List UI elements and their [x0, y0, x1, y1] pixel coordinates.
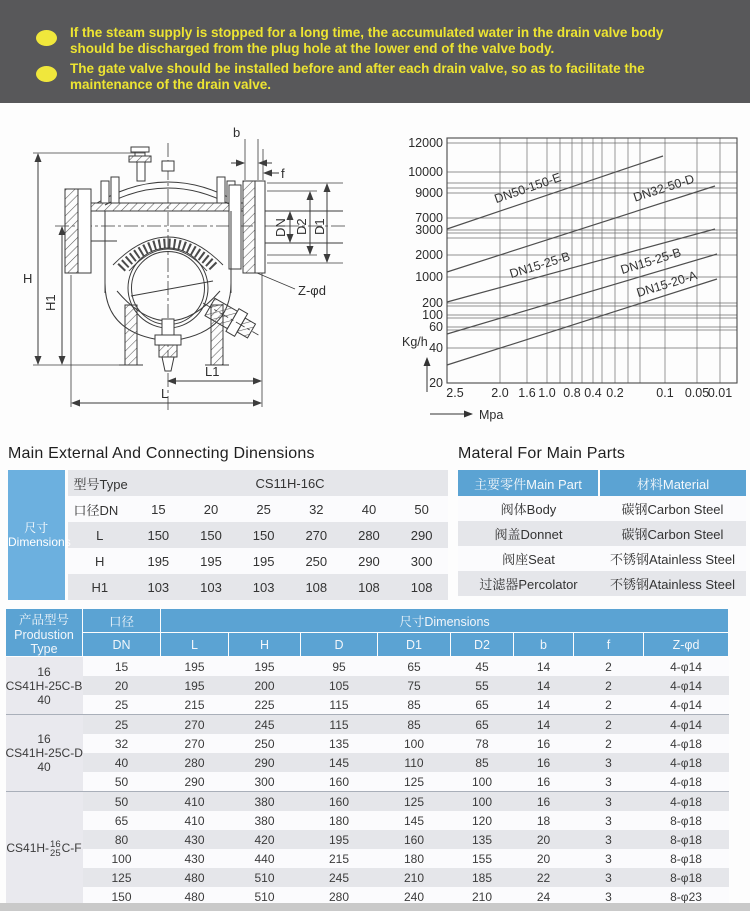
- dim-cell: 103: [147, 579, 170, 595]
- bullet-icon: [36, 66, 57, 82]
- prod-cell: 3: [605, 851, 612, 866]
- dim-cell: 108: [358, 579, 380, 595]
- prod-cell: 2: [605, 678, 612, 693]
- prod-cell: 65: [407, 659, 421, 674]
- dim-cell: 300: [410, 553, 433, 569]
- prod-cell: 3: [605, 889, 612, 904]
- prod-cell: 85: [378, 715, 451, 735]
- x-tick-label: 1.6: [518, 386, 536, 400]
- prod-header-row-1: [6, 609, 729, 633]
- flow-capacity-chart: [400, 130, 750, 430]
- prod-dims-header: 尺寸Dimensions: [161, 609, 729, 633]
- dim-type-value: CS11H-16C: [255, 475, 325, 491]
- prod-cell: 145: [328, 755, 350, 770]
- series-label: DN50-150-E: [492, 170, 563, 207]
- prod-cell: 100: [451, 792, 514, 812]
- dim-row-label: H1: [91, 579, 109, 595]
- prod-cell: 100: [471, 774, 493, 789]
- x-tick-label: 1.0: [538, 386, 556, 400]
- prod-cell: 3: [605, 832, 612, 847]
- prod-cell: 225: [254, 697, 275, 712]
- prod-data-row: [6, 715, 729, 735]
- prod-cell: 150: [111, 889, 132, 904]
- material-cell: 碳钢Carbon Steel: [621, 502, 724, 517]
- material-table: [458, 470, 746, 596]
- prod-data-row: [6, 734, 729, 753]
- dim-cell: 195: [147, 553, 170, 569]
- material-row: [458, 571, 746, 596]
- prod-cell: 3: [605, 870, 612, 885]
- prod-cell: 135: [328, 736, 350, 751]
- dim-label-h1: H1: [43, 294, 58, 311]
- y-axis-title: Kg/h: [402, 335, 428, 349]
- prod-cell: 50: [83, 792, 161, 812]
- prod-data-row: [6, 695, 729, 715]
- valve-drawing: [5, 123, 400, 445]
- dim-cell: 280: [358, 527, 380, 543]
- prod-cell: 250: [254, 736, 275, 751]
- prod-cell: 125: [111, 870, 132, 885]
- dimensions-table: [8, 470, 448, 600]
- dim-cell: 108: [410, 579, 433, 595]
- series-label: DN15-25-B: [618, 245, 683, 278]
- prod-cell: 115: [301, 715, 378, 735]
- prod-cell: 280: [328, 889, 350, 904]
- series-label: DN32-50-D: [631, 171, 696, 205]
- prod-group-label: CS41H- 16 25 C-F: [6, 792, 83, 907]
- material-row: [458, 546, 746, 571]
- dim-cell: 150: [252, 527, 275, 543]
- prod-cell: 420: [254, 832, 275, 847]
- prod-cell: 14: [536, 659, 551, 674]
- prod-cell: 380: [254, 813, 275, 828]
- dim-cell: 290: [410, 527, 433, 543]
- prod-data-row: [6, 849, 729, 868]
- x-axis-title: Mpa: [479, 408, 504, 422]
- material-cell: 过滤器Percolator: [479, 577, 578, 592]
- prod-cell: 290: [184, 774, 205, 789]
- material-header-cell: 主要零件Main Part: [458, 470, 599, 496]
- y-tick-label: 2000: [415, 248, 443, 262]
- prod-cell: 410: [184, 813, 205, 828]
- dim-cell: 270: [305, 527, 328, 543]
- dim-row-label: L: [96, 527, 104, 543]
- bullet-icon: [36, 30, 57, 46]
- prod-cell: 18: [536, 813, 551, 828]
- dim-row: [8, 574, 448, 600]
- x-tick-label: 0.4: [584, 386, 602, 400]
- prod-group-label: 16 CS41H-25C-B 40: [6, 657, 83, 715]
- prod-cell: 80: [114, 832, 129, 847]
- prod-cell: 85: [407, 697, 421, 712]
- notice-item: [36, 25, 696, 56]
- prod-cell: 430: [184, 832, 205, 847]
- x-tick-label: 0.05: [684, 386, 710, 400]
- prod-cell: 4-φ18: [644, 792, 729, 812]
- dim-label-h: H: [23, 271, 33, 286]
- prod-cell: 185: [471, 870, 493, 885]
- prod-cell: 160: [403, 832, 425, 847]
- prod-cell: 45: [475, 659, 489, 674]
- prod-cell: 480: [184, 889, 205, 904]
- prod-cell: 2: [574, 715, 644, 735]
- prod-cell: 510: [254, 870, 275, 885]
- prod-cell: 215: [184, 697, 205, 712]
- material-cell: 不锈钢Atainless Steel: [610, 552, 735, 567]
- prod-data-row: [6, 772, 729, 792]
- material-cell: 阀座Seat: [502, 552, 555, 567]
- dim-type-row: [8, 470, 448, 496]
- prod-cell: 125: [403, 774, 425, 789]
- dim-label-d2: D2: [294, 218, 309, 235]
- prod-cell: 3: [605, 755, 612, 770]
- prod-cell: 110: [404, 755, 424, 770]
- dim-side-header: 尺寸 Dimensions: [8, 470, 66, 600]
- prod-sub-header: Z-φd: [644, 633, 729, 657]
- material-cell: 碳钢Carbon Steel: [621, 527, 724, 542]
- prod-cell: 3: [574, 792, 644, 812]
- prod-cell: 25: [114, 697, 129, 712]
- prod-cell: 20: [536, 851, 551, 866]
- dim-row: [8, 522, 448, 548]
- prod-data-row: [6, 753, 729, 772]
- prod-cell: 4-φ14: [644, 715, 729, 735]
- prod-cell: 105: [328, 678, 350, 693]
- prod-cell: 2: [605, 697, 612, 712]
- prod-cell: 16: [536, 736, 551, 751]
- prod-cell: 14: [514, 715, 574, 735]
- prod-cell: 65: [114, 813, 129, 828]
- material-row: [458, 521, 746, 546]
- prod-cell: 280: [184, 755, 205, 770]
- prod-cell: 100: [111, 851, 132, 866]
- prod-cell: 2: [605, 736, 612, 751]
- y-tick-label: 1000: [415, 270, 443, 284]
- series-label: DN15-20-A: [634, 268, 699, 301]
- page-edge-strip: [0, 903, 750, 911]
- prod-cell: 15: [114, 659, 129, 674]
- prod-cell: 270: [184, 736, 205, 751]
- prod-cell: 270: [161, 715, 229, 735]
- material-cell: 阀体Body: [500, 502, 557, 517]
- prod-sub-header: H: [229, 633, 301, 657]
- dim-cell: 150: [200, 527, 222, 543]
- prod-cell: 8-φ18: [670, 851, 702, 866]
- y-tick-label: 12000: [408, 136, 443, 150]
- prod-cell: 4-φ14: [670, 678, 702, 693]
- prod-cell: 4-φ18: [670, 774, 702, 789]
- prod-cell: 75: [407, 678, 421, 693]
- prod-cell: 240: [403, 889, 425, 904]
- dim-row: [8, 548, 448, 574]
- prod-cell: 195: [328, 832, 350, 847]
- prod-cell: 440: [254, 851, 275, 866]
- material-section: [458, 445, 746, 596]
- prod-data-row: [6, 657, 729, 677]
- dim-cell: 15: [151, 501, 166, 517]
- prod-group-label: 16 CS41H-25C-D 40: [6, 715, 83, 792]
- dim-cell: 290: [358, 553, 380, 569]
- prod-sub-header: f: [574, 633, 644, 657]
- dim-label-f: f: [281, 166, 285, 181]
- prod-dn-header-top: 口径: [83, 609, 161, 633]
- prod-cell: 195: [184, 659, 205, 674]
- prod-type-header: 产品型号 Produstion Type: [6, 609, 83, 657]
- production-section: [5, 608, 728, 906]
- prod-cell: 8-φ23: [670, 889, 702, 904]
- production-table: [5, 608, 729, 906]
- dim-cell: 250: [305, 553, 328, 569]
- dim-label-l: L: [161, 386, 169, 401]
- prod-sub-header: D1: [378, 633, 451, 657]
- prod-cell: 115: [329, 697, 349, 712]
- prod-cell: 135: [471, 832, 493, 847]
- prod-cell: 160: [301, 792, 378, 812]
- prod-dn-header: DN: [83, 633, 161, 657]
- material-cell: 阀盖Donnet: [494, 527, 563, 542]
- x-tick-label: 2.5: [446, 386, 464, 400]
- dim-cell: 150: [147, 527, 170, 543]
- dim-label-dn: DN: [273, 218, 288, 237]
- material-cell: 不锈钢Atainless Steel: [610, 577, 735, 592]
- dim-cell: 195: [252, 553, 275, 569]
- dim-row-label: 口径DN: [73, 502, 119, 518]
- prod-cell: 14: [536, 678, 551, 693]
- x-tick-label: 2.0: [491, 386, 509, 400]
- dim-cell: 103: [200, 579, 222, 595]
- prod-cell: 4-φ14: [670, 697, 702, 712]
- prod-cell: 20: [536, 832, 551, 847]
- dim-row-label: H: [95, 553, 105, 569]
- dim-cell: 50: [414, 501, 429, 517]
- prod-cell: 40: [114, 755, 129, 770]
- prod-sub-header: D: [301, 633, 378, 657]
- prod-cell: 210: [403, 870, 425, 885]
- dim-label-zd: Z-φd: [298, 283, 326, 298]
- material-title: Materal For Main Parts: [458, 445, 626, 462]
- prod-cell: 290: [254, 755, 275, 770]
- prod-cell: 100: [403, 736, 425, 751]
- notice-text: The gate valve should be installed before and after each drain valve, so as to facilitate the maintenance of the drain valve.: [70, 61, 645, 92]
- prod-cell: 22: [536, 870, 551, 885]
- prod-cell: 4-φ18: [670, 755, 702, 770]
- prod-cell: 120: [471, 813, 493, 828]
- prod-cell: 8-φ18: [670, 813, 702, 828]
- prod-cell: 215: [328, 851, 350, 866]
- y-tick-label: 10000: [408, 165, 443, 179]
- prod-cell: 78: [475, 736, 489, 751]
- prod-cell: 16: [536, 774, 551, 789]
- prod-cell: 510: [254, 889, 275, 904]
- material-row: [458, 496, 746, 521]
- x-tick-label: 0.01: [707, 386, 733, 400]
- dim-cell: 108: [305, 579, 328, 595]
- prod-cell: 85: [475, 755, 489, 770]
- prod-cell: 300: [254, 774, 275, 789]
- prod-cell: 380: [229, 792, 301, 812]
- prod-cell: 50: [114, 774, 129, 789]
- dimensions-title: Main External And Connecting Dinensions: [8, 445, 315, 462]
- y-tick-label: 40: [429, 341, 443, 355]
- prod-cell: 125: [378, 792, 451, 812]
- notice-item: [36, 61, 696, 92]
- x-tick-label: 0.2: [606, 386, 624, 400]
- prod-cell: 65: [475, 697, 489, 712]
- prod-cell: 24: [536, 889, 551, 904]
- prod-sub-header: L: [161, 633, 229, 657]
- prod-cell: 2: [605, 659, 612, 674]
- prod-data-row: [6, 811, 729, 830]
- dim-cell: 25: [256, 501, 271, 517]
- prod-cell: 20: [114, 678, 129, 693]
- dim-label-d1: D1: [312, 218, 327, 235]
- prod-cell: 4-φ14: [670, 659, 702, 674]
- x-tick-label: 0.8: [563, 386, 581, 400]
- dim-row: [8, 496, 448, 522]
- material-header-row: [458, 470, 746, 496]
- prod-data-row: [6, 830, 729, 849]
- prod-cell: 14: [536, 697, 551, 712]
- prod-cell: 410: [161, 792, 229, 812]
- prod-cell: 160: [328, 774, 350, 789]
- material-header-cell: 材料Material: [599, 470, 746, 496]
- prod-cell: 16: [536, 755, 551, 770]
- y-tick-label: 20: [429, 376, 443, 390]
- dim-label-l1: L1: [205, 364, 220, 379]
- y-tick-label: 7000: [415, 211, 443, 225]
- dim-label-b: b: [233, 125, 241, 140]
- prod-sub-header: D2: [451, 633, 514, 657]
- y-tick-label: 100: [422, 308, 443, 322]
- prod-cell: 8-φ18: [670, 832, 702, 847]
- dimensions-section: [8, 445, 448, 600]
- y-tick-label: 3000: [415, 223, 443, 237]
- prod-cell: 3: [605, 813, 612, 828]
- prod-cell: 55: [475, 678, 489, 693]
- prod-cell: 180: [328, 813, 350, 828]
- prod-cell: 65: [451, 715, 514, 735]
- prod-cell: 430: [184, 851, 205, 866]
- x-tick-label: 0.1: [656, 386, 674, 400]
- prod-cell: 3: [605, 774, 612, 789]
- prod-cell: 245: [229, 715, 301, 735]
- dim-type-label: 型号Type: [73, 476, 128, 492]
- prod-data-row: [6, 868, 729, 887]
- prod-sub-header: b: [514, 633, 574, 657]
- y-tick-label: 9000: [415, 186, 443, 200]
- prod-cell: 200: [254, 678, 275, 693]
- prod-header-row-2: [6, 633, 729, 657]
- prod-cell: 95: [332, 659, 346, 674]
- prod-cell: 16: [514, 792, 574, 812]
- prod-cell: 210: [471, 889, 493, 904]
- prod-cell: 8-φ18: [670, 870, 702, 885]
- prod-cell: 145: [403, 813, 425, 828]
- y-tick-label: 200: [422, 296, 443, 310]
- dim-cell: 103: [252, 579, 275, 595]
- dim-cell: 20: [203, 501, 219, 517]
- dim-cell: 40: [361, 501, 377, 517]
- prod-cell: 245: [328, 870, 350, 885]
- notice-banner: [0, 0, 750, 103]
- prod-data-row: [6, 792, 729, 812]
- prod-cell: 32: [114, 736, 129, 751]
- prod-cell: 480: [184, 870, 205, 885]
- dim-cell: 32: [309, 501, 324, 517]
- prod-cell: 180: [403, 851, 425, 866]
- prod-cell: 4-φ18: [670, 736, 702, 751]
- prod-cell: 25: [83, 715, 161, 735]
- prod-cell: 155: [471, 851, 493, 866]
- dim-cell: 195: [200, 553, 222, 569]
- notice-text: If the steam supply is stopped for a long time, the accumulated water in the drain valve body should be discharged from the plug hole at the lower end of the valve body.: [70, 25, 664, 56]
- prod-cell: 195: [184, 678, 205, 693]
- series-label: DN15-25-B: [507, 249, 572, 282]
- prod-cell: 195: [254, 659, 275, 674]
- prod-data-row: [6, 676, 729, 695]
- y-tick-label: 60: [429, 320, 443, 334]
